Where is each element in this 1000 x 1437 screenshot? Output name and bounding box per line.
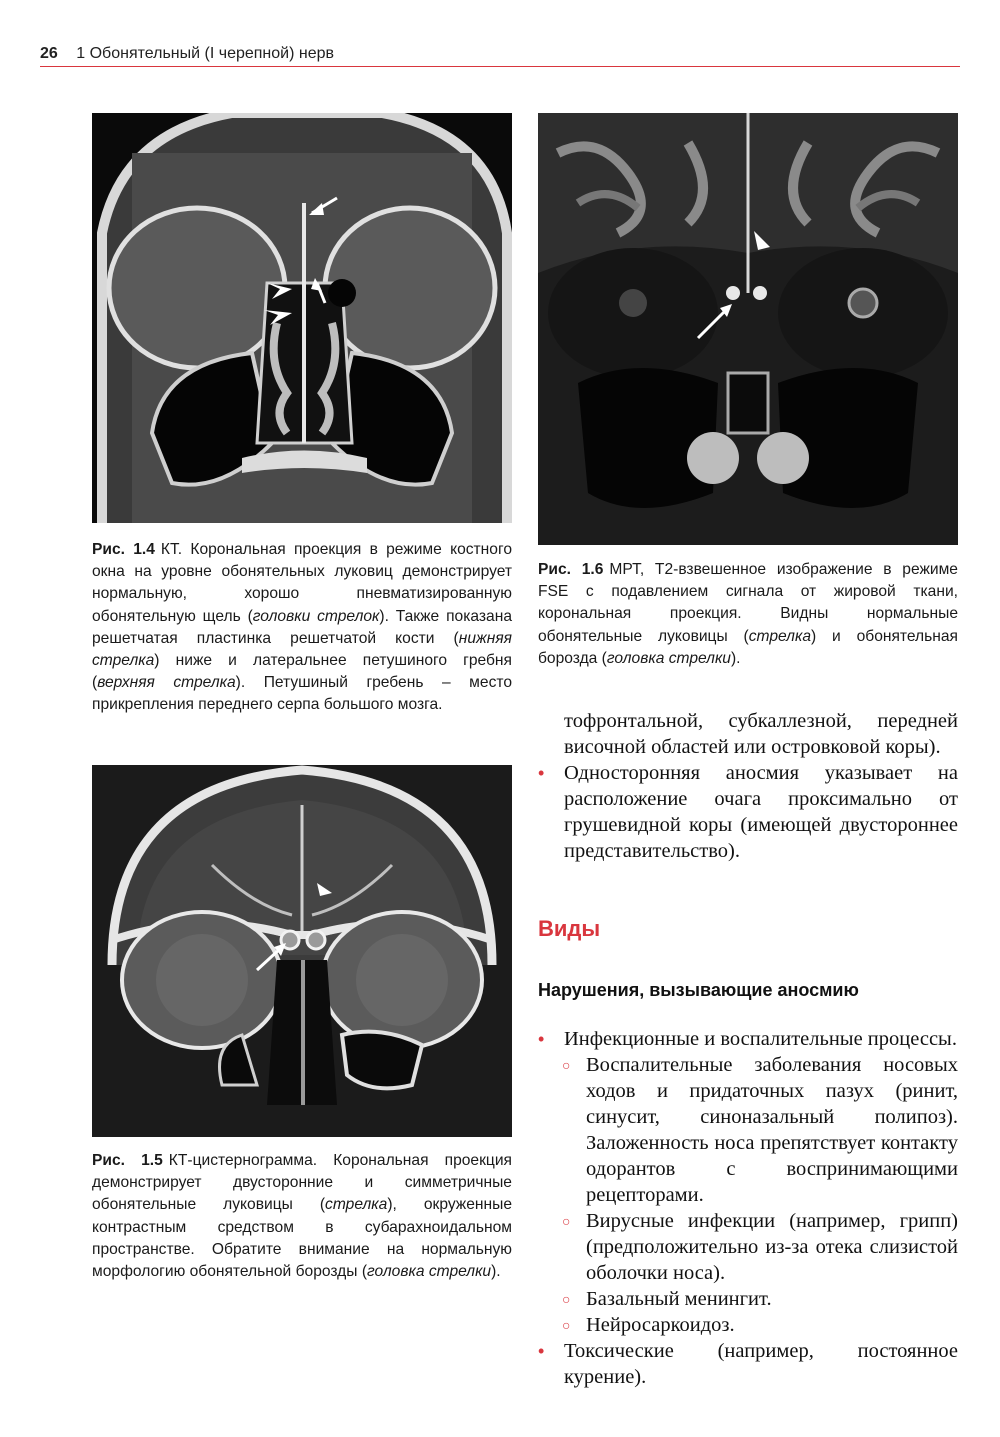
- figure-1-6-label: Рис. 1.6: [538, 561, 604, 578]
- figure-1-6-caption: [538, 559, 958, 670]
- bullet-icon: •: [538, 1029, 545, 1049]
- caption-text: ).: [730, 649, 741, 667]
- figure-1-4-image: [92, 113, 512, 523]
- caption-text: ) ниже и латеральнее петушиного гребня (: [92, 652, 512, 692]
- caption-italic: нижняя стрелка: [92, 629, 512, 670]
- caption-italic: стрелка: [748, 627, 812, 645]
- list-item-text: Нейросаркоидоз.: [586, 1314, 735, 1336]
- anosmia-causes-list: [538, 1026, 958, 1390]
- caption-italic: стрелка: [325, 1196, 388, 1214]
- figure-1-4-label: Рис. 1.4: [92, 541, 155, 558]
- caption-text: ), окруженные контрастным средством в субарахноидальном пространстве. Обратите внимание на нормальную морфологию обонятельной борозды (: [92, 1196, 512, 1281]
- circle-bullet-icon: ○: [562, 1057, 571, 1073]
- caption-text: МРТ, Т2-взвешенное изображение в режиме FSE с подавлением сигнала от жировой ткани, корональная проекция. Видны нормальные обонятельные луковицы (: [538, 561, 958, 645]
- circle-bullet-icon: ○: [562, 1291, 571, 1307]
- caption-text: ) и обонятельная борозда (: [538, 627, 958, 667]
- list-item-text: Инфекционные и воспалительные процессы.: [564, 1028, 957, 1050]
- bullet-icon: •: [538, 1341, 545, 1361]
- caption-text: ).: [491, 1263, 501, 1281]
- page-number: 26: [40, 45, 58, 62]
- figure-1-5-label: Рис. 1.5: [92, 1152, 163, 1169]
- sub-list-item: [538, 1052, 958, 1208]
- sub-list-item: [538, 1208, 958, 1286]
- caption-text: ). Также показана решетчатая пластинка решетчатой кости (: [92, 607, 512, 647]
- caption-text: КТ-цистернограмма. Корональная проекция демонстрирует двусторонние и симметричные обонятельные луковицы (: [92, 1152, 512, 1214]
- section-title: Виды: [538, 916, 601, 941]
- subsection-title: Нарушения, вызывающие аносмию: [538, 980, 859, 1000]
- running-title: 1 Обонятельный (I черепной) нерв: [76, 45, 334, 62]
- continuation-text: тофронтальной, субкаллезной, передней височной областей или островковой коры).: [564, 710, 958, 758]
- list-item-text: Вирусные инфекции (например, грипп) (предположительно из-за отека слизистой оболочки носа).: [586, 1210, 958, 1284]
- list-item-text: Токсические (например, постоянное курение).: [564, 1340, 958, 1388]
- running-header: [40, 44, 960, 68]
- figure-1-5-image: [92, 765, 512, 1137]
- caption-text: ). Петушиный гребень – место прикрепления переднего серпа большого мозга.: [92, 674, 513, 714]
- list-item: [538, 1338, 958, 1390]
- caption-italic: верхняя стрелка: [97, 674, 236, 692]
- list-item: [538, 760, 958, 864]
- list-item-text: Воспалительные заболевания носовых ходов и придаточных пазух (ринит, синусит, синоназальный полипоз). Заложенность носа препятствует контакту одорантов с воспринимающими рецепторами.: [586, 1054, 958, 1206]
- circle-bullet-icon: ○: [562, 1317, 571, 1333]
- list-item-text: Базальный менингит.: [586, 1288, 772, 1310]
- circle-bullet-icon: ○: [562, 1213, 571, 1229]
- figure-1-6-image: [538, 113, 958, 545]
- caption-italic: головка стрелки: [367, 1263, 492, 1281]
- list-item-text: Односторонняя аносмия указывает на расположение очага проксимально от грушевидной коры (имеющей двустороннее представительство).: [564, 762, 958, 862]
- continuation-block: [538, 708, 958, 864]
- caption-italic: головка стрелки: [606, 649, 731, 667]
- list-item: [538, 1026, 958, 1052]
- figure-1-5-caption: [92, 1150, 512, 1283]
- sub-list-item: [538, 1312, 958, 1338]
- bullet-icon: •: [538, 763, 545, 783]
- sub-list-item: [538, 1286, 958, 1312]
- figure-1-4-caption: [92, 539, 512, 717]
- caption-italic: головки стрелок: [252, 607, 380, 625]
- header-rule: [40, 66, 960, 67]
- caption-text: КТ. Корональная проекция в режиме костного окна на уровне обонятельных луковиц демонстрирует нормальную, хорошо пневматизированную обонятельную щель (: [92, 541, 512, 625]
